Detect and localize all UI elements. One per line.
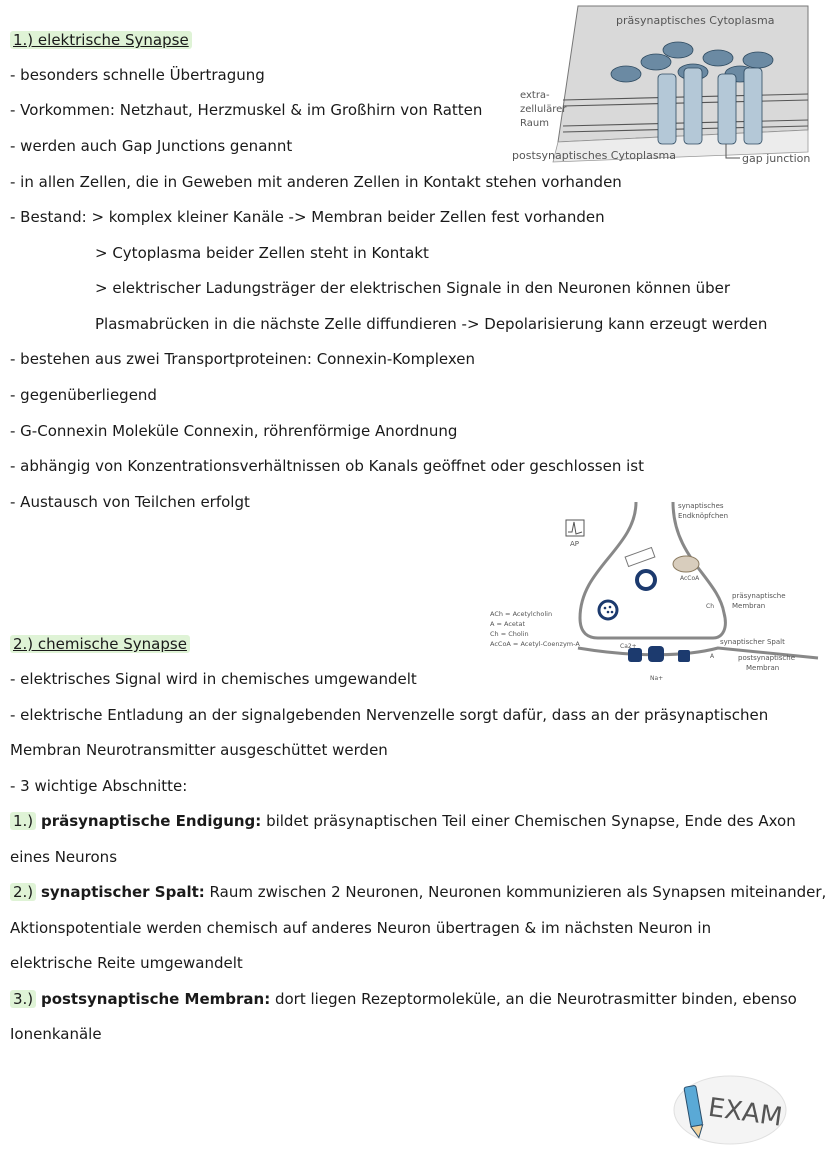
chemical-synapse-figure	[488, 498, 823, 703]
fig2-legend-2: Ch = Cholin	[490, 630, 529, 638]
fig2-acoa: AcCoA	[680, 575, 700, 582]
fig2-legend-1: A = Acetat	[490, 620, 526, 628]
fig1-label-bottom: postsynaptisches Cytoplasma	[512, 149, 677, 162]
fig2-a: A	[710, 653, 715, 660]
s1-line: - Vorkommen: Netzhaut, Herzmuskel & im Großhirn von Ratten	[10, 101, 483, 119]
fig2-post2: Membran	[746, 664, 780, 672]
s1-line: - werden auch Gap Junctions genannt	[10, 137, 293, 155]
s1-line: - gegenüberliegend	[10, 386, 157, 404]
s1-line: - bestehen aus zwei Transportproteinen: Connexin-Komplexen	[10, 350, 475, 368]
fig2-legend-0: ACh = Acetylcholin	[490, 610, 553, 618]
fig1-label-extra1: extra-	[520, 90, 550, 101]
item-2: 2.) synaptischer Spalt: Raum zwischen 2 Neuronen, Neuronen kommunizieren als Synapsen miteinander,	[10, 882, 826, 902]
fig1-label-extra3: Raum	[520, 118, 549, 129]
fig2-endknopf1: synaptisches	[678, 502, 724, 510]
gap-junction-figure	[508, 2, 818, 172]
s1-line: Plasmabrücken in die nächste Zelle diffundieren -> Depolarisierung kann erzeugt werden	[95, 315, 768, 333]
fig2-praes2: Membran	[732, 602, 766, 610]
s2-line: - elektrische Entladung an der signalgebenden Nervenzelle sorgt dafür, dass an der präsynaptischen	[10, 706, 769, 724]
s1-line: - in allen Zellen, die in Geweben mit anderen Zellen in Kontakt stehen vorhanden	[10, 173, 622, 191]
fig2-legend-3: AcCoA = Acetyl-Coenzym-A	[490, 640, 580, 648]
fig2-na: Na+	[650, 675, 664, 682]
section2-heading: 2.) chemische Synapse	[10, 634, 190, 654]
fig2-spalt: synaptischer Spalt	[720, 638, 785, 646]
section1-heading: 1.) elektrische Synapse	[10, 30, 192, 50]
item-2-cont: Aktionspotentiale werden chemisch auf anderes Neuron übertragen & im nächsten Neuron in	[10, 919, 712, 937]
fig2-endknopf2: Endknöpfchen	[678, 512, 729, 520]
s2-line: Membran Neurotransmitter ausgeschüttet werden	[10, 741, 388, 759]
fig2-praes1: präsynaptische	[732, 592, 786, 600]
fig1-label-top: präsynaptisches Cytoplasma	[616, 14, 775, 27]
exam-logo	[670, 1072, 788, 1150]
item-1-cont: eines Neurons	[10, 848, 118, 866]
s1-line: - Austausch von Teilchen erfolgt	[10, 493, 250, 511]
fig2-ca: Ca2+	[620, 643, 637, 650]
fig2-post1: postsynaptische	[738, 654, 796, 662]
s1-line: - besonders schnelle Übertragung	[10, 66, 265, 84]
fig2-ch: Ch	[706, 603, 714, 610]
fig1-label-extra2: zellulärer	[520, 104, 567, 115]
s1-line: - Bestand: > komplex kleiner Kanäle -> Membran beider Zellen fest vorhanden	[10, 208, 605, 226]
s1-line: - G-Connexin Moleküle Connexin, röhrenförmige Anordnung	[10, 422, 458, 440]
fig1-label-gap: gap junction	[742, 152, 811, 165]
item-3: 3.) postsynaptische Membran: dort liegen Rezeptormoleküle, an die Neurotrasmitter binden, ebenso	[10, 989, 797, 1009]
s2-line: - elektrisches Signal wird in chemisches umgewandelt	[10, 670, 417, 688]
logo-text: EXAM	[706, 1092, 785, 1133]
s1-line: > elektrischer Ladungsträger der elektrischen Signale in den Neuronen können über	[95, 279, 731, 297]
item-2-cont: elektrische Reite umgewandelt	[10, 954, 243, 972]
item-1: 1.) präsynaptische Endigung: bildet präsynaptischen Teil einer Chemischen Synapse, Ende des Axon	[10, 811, 796, 831]
fig2-ap: AP	[570, 540, 580, 548]
s1-line: > Cytoplasma beider Zellen steht in Kontakt	[95, 244, 429, 262]
item-3-cont: Ionenkanäle	[10, 1025, 102, 1043]
s2-line: - 3 wichtige Abschnitte:	[10, 777, 188, 795]
s1-line: - abhängig von Konzentrationsverhältnissen ob Kanals geöffnet oder geschlossen ist	[10, 457, 644, 475]
